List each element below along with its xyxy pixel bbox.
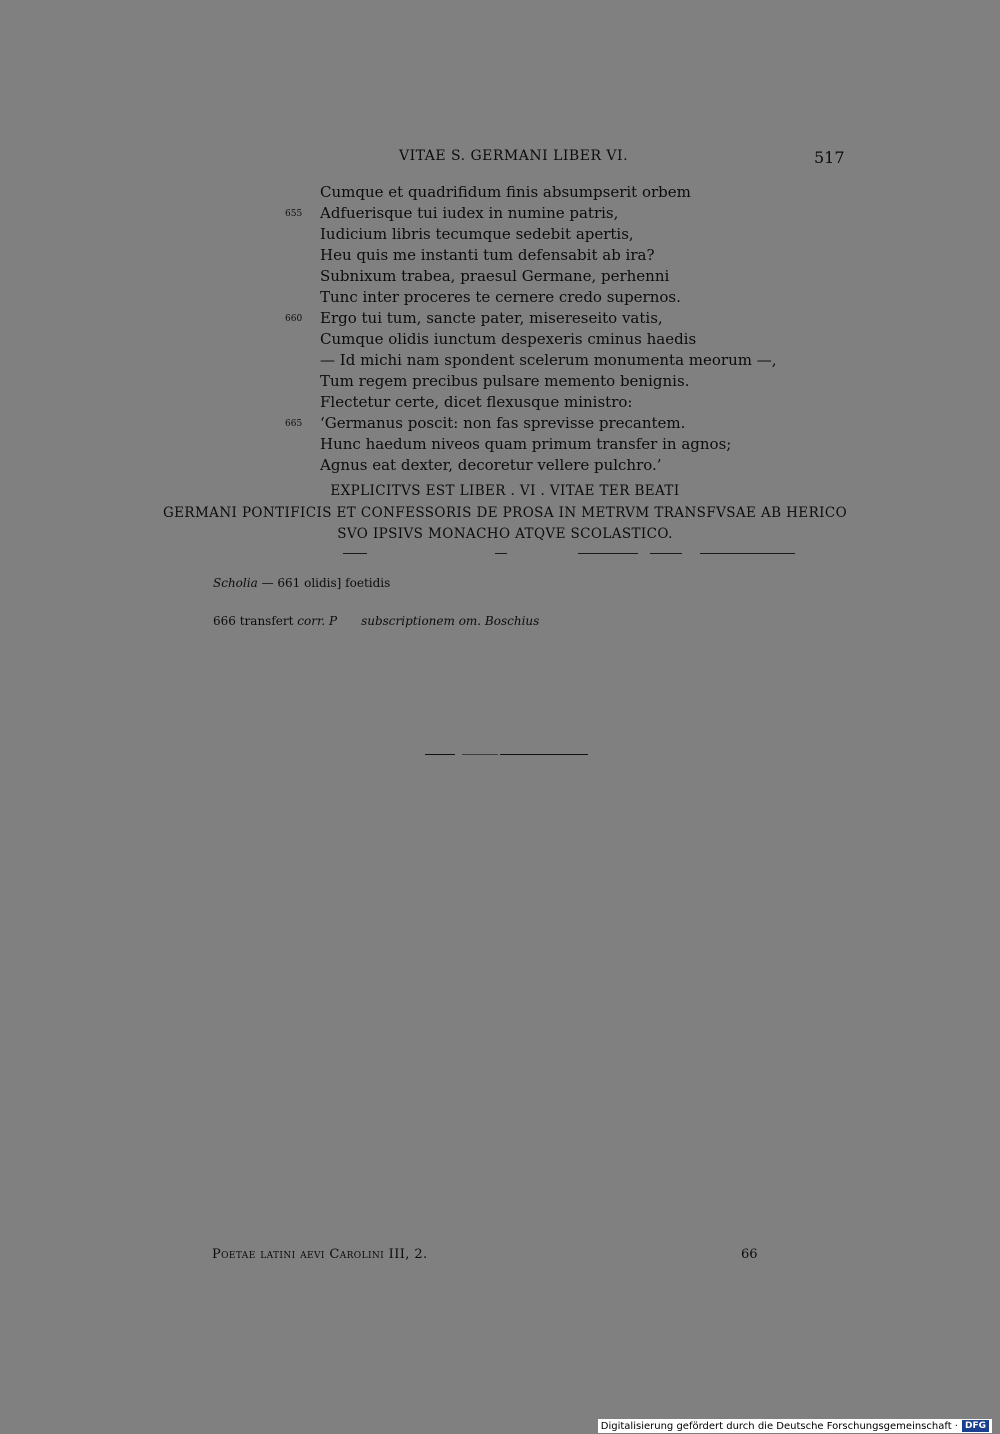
verse-line [320,350,777,371]
line-number: 655 [285,209,303,219]
verse-text: Subnixum trabea, praesul Germane, perhenni [320,267,670,285]
page-number: 517 [814,148,845,167]
verse-line [320,182,777,203]
running-title: VITAE S. GERMANI LIBER VI. [399,148,629,164]
verse-text: Iudicium libris tecumque sedebit apertis, [320,225,634,243]
credit-text: Digitalisierung gefördert durch die Deutsche Forschungsgemeinschaft · [600,1420,958,1432]
verse-text: Cumque et quadrifidum finis absumpserit orbem [320,183,691,201]
apparatus-number: 666 [213,614,236,628]
separator-rule [650,553,682,554]
dfg-logo-icon: DFG [962,1420,989,1432]
end-rule [500,754,588,755]
signature-mark: 66 [741,1247,758,1262]
verse-text: Heu quis me instanti tum defensabit ab ira? [320,246,655,264]
line-number: 660 [285,314,303,324]
verse-line [320,245,777,266]
verse-line [320,266,777,287]
series-footer: Poetae latini aevi Carolini III, 2. [212,1247,428,1262]
verse-text: Ergo tui tum, sancte pater, misereseito vatis, [320,309,663,327]
separator-rule [578,553,638,554]
verse-line [320,434,777,455]
verse-text: — Id michi nam spondent scelerum monumenta meorum —, [320,351,777,369]
apparatus-subscription: subscriptionem om. Boschius [361,614,540,628]
dfg-credit [598,1419,992,1433]
separator-rule [495,553,507,554]
verse-text: Flectetur certe, dicet flexusque ministro: [320,393,633,411]
verse-line [285,413,777,434]
verse-line [285,203,777,224]
scholia-text: — 661 olidis] foetidis [261,576,391,590]
end-rule [425,754,455,755]
verse-line [320,329,777,350]
verse-line [320,287,777,308]
separator-rule [343,553,367,554]
verse-text: Tunc inter proceres te cernere credo supernos. [320,288,681,306]
colophon-line-1: EXPLICITVS EST LIBER . VI . VITAE TER BEATI [330,483,680,499]
verse-line [320,392,777,413]
verse-block [285,182,777,476]
apparatus-word: transfert [239,614,294,628]
separator-rule [700,553,795,554]
scholia-label: Scholia [213,576,258,590]
end-rule [462,754,498,755]
verse-text: Agnus eat dexter, decoretur vellere pulchro.’ [320,456,662,474]
verse-line [320,224,777,245]
colophon-line-3: SVO IPSIVS MONACHO ATQVE SCOLASTICO. [337,526,673,542]
colophon-line-2: GERMANI PONTIFICIS ET CONFESSORIS DE PROSA IN METRVM TRANSFVSAE AB HERICO [162,505,848,521]
verse-text: Hunc haedum niveos quam primum transfer in agnos; [320,435,732,453]
apparatus-correction: corr. P [297,614,338,628]
verse-text: Tum regem precibus pulsare memento benignis. [320,372,690,390]
verse-text: Adfuerisque tui iudex in numine patris, [320,204,619,222]
verse-line [285,308,777,329]
verse-line [320,455,777,476]
line-number: 665 [285,419,303,429]
verse-text: ‘Germanus poscit: non fas sprevisse precantem. [320,414,686,432]
verse-text: Cumque olidis iunctum despexeris cminus haedis [320,330,697,348]
scholia-note [213,576,390,590]
apparatus-note [213,614,539,628]
verse-line [320,371,777,392]
